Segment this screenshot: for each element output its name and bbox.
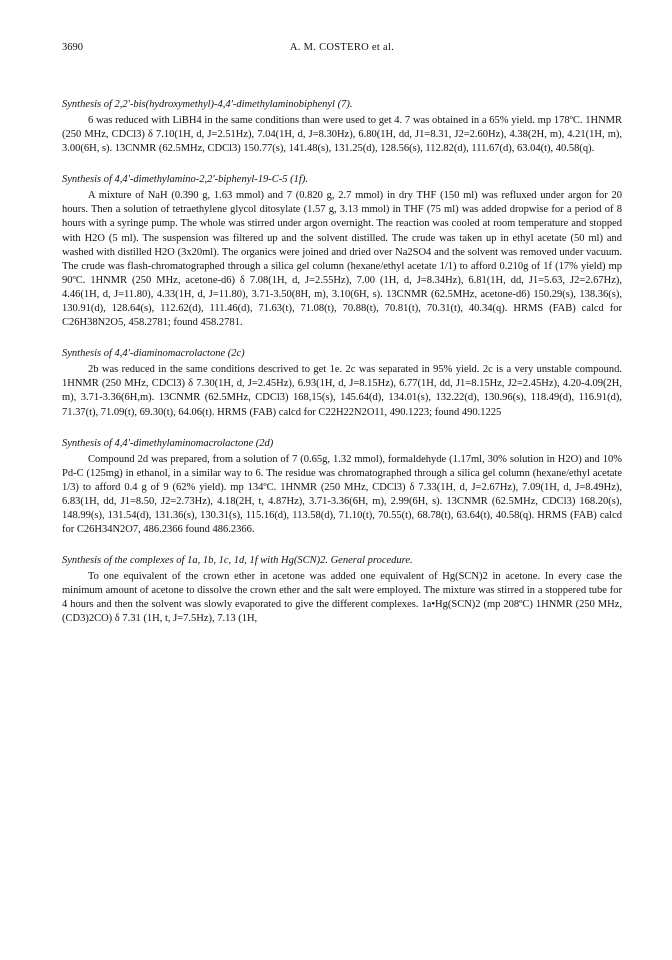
section-heading: Synthesis of 4,4'-diaminomacrolactone (2c) [62,348,245,360]
section-heading: Synthesis of 4,4'-dimethylaminomacrolactone (2d) [62,437,274,449]
page-header [62,42,622,56]
section-paragraph: 6 was reduced with LiBH4 in the same conditions than were used to get 4. 7 was obtained in a 65% yield. mp 178ºC. 1HNMR (250 MHz, CDCl3) δ 7.10(1H, d, J=2.51Hz), 7.04(1H, d, J=8.30Hz), 6.80(1H, dd, J1=8.31, J2=2.60Hz), 4.38(2H, m), 4.21(1H, m), 3.00(6H, s). 13CNMR (62.5MHz, CDCl3) 150.77(s), 141.48(s), 131.25(d), 128.56(s), 112.82(d), 111.67(d), 63.04(t), 40.58(q). [62,115,622,155]
section-compound-1f [62,173,622,330]
section-paragraph: 2b was reduced in the same conditions descrived to get 1e. 2c was separated in 95% yield. 2c is a very unstable compound. 1HNMR (250 MHz, CDCl3) δ 7.30(1H, d, J=2.45Hz), 6.93(1H, d, J=8.15Hz), 6.77(1H, dd, J1=8.15Hz, J2=2.45Hz), 4.20-4.09(2H, m), 3.71-3.36(6H,m). 13CNMR (62.5MHz, CDCl3) 168,15(s), 145.64(d), 134.01(s), 132.22(d), 130.96(s), 118.49(d), 116.91(d), 71.37(t), 71.09(t), 69.30(t), 64.06(t). HRMS (FAB) calcd for C22H22N2O11, 490.1223; found 490.1225 [62,364,622,418]
section-heading: Synthesis of 2,2'-bis(hydroxymethyl)-4,4'-dimethylaminobiphenyl (7). [62,99,353,110]
section-paragraph: To one equivalent of the crown ether in acetone was added one equivalent of Hg(SCN)2 in acetone. In every case the minimum amount of acetone to dissolve the crown ether and the salt were employed. The mixture was stirred in a stoppered tube for 4 hours and then the solvent was slowly evaporated to give the different complexes. 1a•Hg(SCN)2 (mp 208ºC) 1HNMR (250 MHz, (CD3)2CO) δ 7.31 (1H, t, J=7.5Hz), 7.13 (1H, [62,571,622,625]
section-heading: Synthesis of the complexes of 1a, 1b, 1c, 1d, 1f with Hg(SCN)2. General procedure. [62,555,413,567]
page-number: 3690 [62,42,83,53]
section-paragraph: A mixture of NaH (0.390 g, 1.63 mmol) and 7 (0.820 g, 2.7 mmol) in dry THF (150 ml) was refluxed under argon for 20 hours. Then a solution of tetraethylene glycol ditosylate (1.57 g, 3.13 mmol) in THF (75 ml) was added dropwise for a period of 8 hours with a syringe pump. The whole was stirred under argon overnight. The reaction was cooled at room temperature and stopped with H2O (5 ml). The suspension was filtered up and the solvent distilled. The crude was taken up in ethyl acetate (50 ml) and washed with distilled H2O (3x20ml). The organics were joined and dried over Na2SO4 and the solvent was removed under vacuum. The crude was flash-chromatographed through a silica gel column (hexane/ethyl acetate 1/1) to afford 0.210g of 1f (17% yield) mp 90ºC. 1HNMR (250 MHz, acetone-d6) δ 7.08(1H, d, J=2.55Hz), 7.00 (1H, d, J=8.34Hz), 6.81(1H, dd, J1=5.63, J2=2.67Hz), 4.46(1H, d, J=11.80), 4.33(1H, d, J=11.80), 3.71-3.50(8H, m), 3.10(6H, s). 13CNMR (62.5MHz, acetone-d6) 150.29(s), 138.36(s), 130.91(d), 128.64(s), 112.62(d), 111.46(d), 71.63(t), 71.08(t), 70.88(t), 70.81(t), 70.31(t), 40.34(q). HRMS (FAB) calcd for C26H38N2O5, 458.2781; found 458.2781. [62,190,622,329]
section-paragraph: Compound 2d was prepared, from a solution of 7 (0.65g, 1.32 mmol), formaldehyde (1.17ml, 30% solution in H2O) and 10% Pd-C (125mg) in ethanol, in a similar way to 6. The residue was chromatographed through a silica gel column (hexane/ethyl acetate 1/3) to afford 0.4 g of 9 (62% yield). mp 134ºC. 1HNMR (250 MHz, CDCl3) δ 7.33(1H, d, J=2.67Hz), 7.09(1H, d, J=8.49Hz), 6.83(1H, dd, J1=8.50, J2=2.73Hz), 4.18(2H, t, 4.87Hz), 3.71-3.36(6H, m), 2.99(6H, s). 13CNMR (62.5MHz, CDCl3) 168.20(s), 148.99(s), 131.54(d), 131.36(s), 130.31(s), 115.16(d), 113.58(d), 71.10(t), 70.55(t), 68.78(t), 63.64(t), 40.58(q). HRMS (FAB) calcd for C26H34N2O7, 486.2366 found 486.2366. [62,453,622,536]
running-title: A. M. COSTERO et al. [289,42,395,53]
section-compound-2c [62,347,622,419]
section-compound-2d [62,437,622,538]
section-heading: Synthesis of 4,4'-dimethylamino-2,2'-biphenyl-19-C-5 (1f). [62,174,308,186]
section-compound-7 [62,98,622,156]
section-hg-complexes [62,554,622,626]
article-body [62,98,622,644]
